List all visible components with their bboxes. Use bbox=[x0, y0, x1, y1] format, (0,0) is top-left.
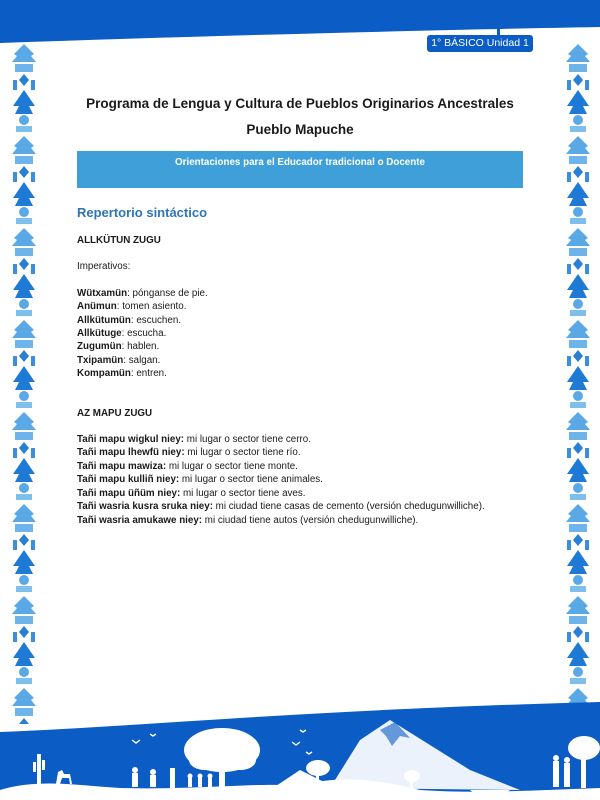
separator: : bbox=[130, 314, 137, 326]
people-title: Pueblo Mapuche bbox=[246, 122, 354, 137]
vocab-term: Txipamün bbox=[77, 354, 124, 366]
vocab-item bbox=[77, 327, 537, 340]
vocab-definition: escuchen. bbox=[136, 314, 182, 326]
vocab-definition: tomen asiento. bbox=[122, 301, 187, 313]
vocab-term: Zugumün bbox=[77, 341, 122, 353]
phrase-term: Tañi mapu mawiza: bbox=[77, 460, 167, 472]
phrase-term: Tañi mapu kulliñ niey: bbox=[77, 474, 180, 486]
unit-tag-connector bbox=[497, 22, 500, 36]
block1-intro: Imperativos: bbox=[77, 261, 131, 273]
separator: : bbox=[121, 341, 128, 353]
phrase-definition: mi lugar o sector tiene aves. bbox=[180, 487, 306, 499]
separator: : bbox=[127, 287, 133, 299]
unit-badge: 1° BÁSICO Unidad 1 bbox=[427, 35, 533, 52]
phrase-definition: mi ciudad tiene autos (versión chedugunwilliche). bbox=[202, 514, 419, 526]
phrase-definition: mi lugar o sector tiene monte. bbox=[166, 460, 298, 472]
block1-title: ALLKÜTUN ZUGU bbox=[77, 235, 161, 246]
vocab-item bbox=[77, 367, 537, 380]
section-heading: Repertorio sintáctico bbox=[77, 205, 208, 220]
phrase-term: Tañi mapu üñüm niey: bbox=[77, 487, 181, 499]
separator: : bbox=[130, 368, 137, 380]
separator: : bbox=[121, 328, 128, 340]
phrase-item bbox=[77, 473, 537, 486]
vocab-item bbox=[77, 287, 537, 300]
orientation-banner: Orientaciones para el Educador tradicional o Docente bbox=[77, 151, 523, 188]
vocab-term: Kompamün bbox=[77, 368, 131, 380]
vocab-item bbox=[77, 300, 537, 313]
phrase-item bbox=[77, 500, 537, 513]
program-title: Programa de Lengua y Cultura de Pueblos Originarios Ancestrales bbox=[86, 96, 514, 111]
footer-landscape-illustration bbox=[0, 690, 600, 800]
phrase-definition: mi lugar o sector tiene cerro. bbox=[184, 434, 311, 446]
block2-title: AZ MAPU ZUGU bbox=[77, 407, 153, 419]
vocab-term: Anümun bbox=[77, 301, 117, 313]
vocab-item bbox=[77, 354, 537, 367]
separator: : bbox=[116, 301, 123, 313]
phrase-item bbox=[77, 514, 537, 527]
phrase-definition: mi lugar o sector tiene río. bbox=[184, 447, 301, 459]
phrase-term: Tañi wasria kusra sruka niey: bbox=[77, 501, 213, 513]
right-ornament-border bbox=[563, 44, 593, 724]
phrase-term: Tañi mapu lhewfü niey: bbox=[77, 447, 185, 459]
vocab-item bbox=[77, 340, 537, 353]
phrase-term: Tañi mapu wigkul niey: bbox=[77, 434, 185, 446]
phrase-item bbox=[77, 460, 537, 473]
phrase-definition: mi ciudad tiene casas de cemento (versión chedugunwilliche). bbox=[212, 501, 485, 513]
vocab-definition: hablen. bbox=[127, 341, 160, 353]
phrase-item bbox=[77, 487, 537, 500]
vocab-term: Wütxamün bbox=[77, 287, 128, 299]
phrase-item bbox=[77, 446, 537, 459]
vocab-definition: salgan. bbox=[128, 354, 161, 366]
separator: : bbox=[123, 354, 129, 366]
vocab-definition: pónganse de pie. bbox=[132, 287, 208, 299]
content-body bbox=[77, 234, 537, 527]
phrase-term: Tañi wasria amukawe niey: bbox=[77, 514, 203, 526]
phrase-item bbox=[77, 433, 537, 446]
vocab-item bbox=[77, 314, 537, 327]
phrase-definition: mi lugar o sector tiene animales. bbox=[179, 474, 323, 486]
vocab-definition: escucha. bbox=[127, 328, 167, 340]
left-ornament-border bbox=[9, 44, 39, 724]
vocab-term: Allkütuge bbox=[77, 328, 122, 340]
vocab-term: Allkütumün bbox=[77, 314, 131, 326]
vocab-definition: entren. bbox=[136, 368, 167, 380]
